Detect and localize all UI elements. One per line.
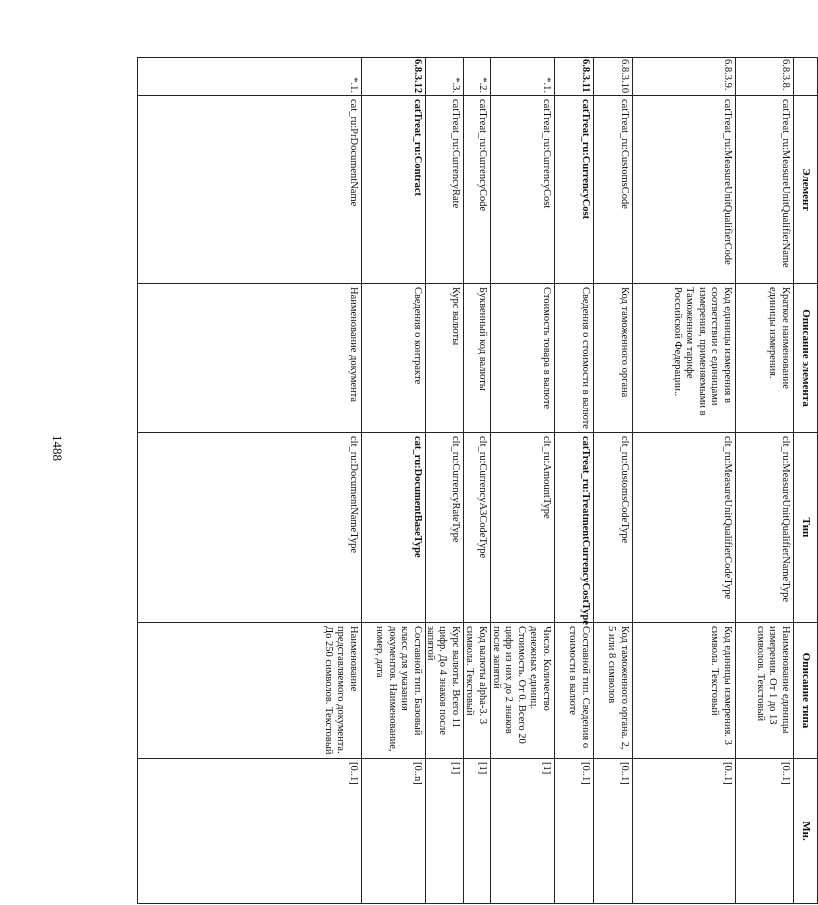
row-element: catTreat_ru:CurrencyCost [555,96,593,284]
row-multiplicity: [0..1] [780,762,791,785]
table-row [593,58,632,903]
row-type-desc: Составной тип. Базовый класс для указания документов. Наименование, номер, дата [362,623,425,759]
row-element-desc: Буквенный код валюты [464,284,490,433]
row-multiplicity: [0..1] [722,762,733,785]
header-type: Тип [794,433,817,623]
row-type-desc: Код валюты alpha-3. 3 символа. Текстовый [464,623,490,759]
row-type-desc: Курс валюты. Всего 11 цифр. До 4 знаков после запятой [426,623,463,759]
row-type-desc: Составной тип. Сведения о стоимости в валюте [555,623,593,759]
row-multiplicity: [0..n] [412,762,423,785]
row-multiplicity: [0..1] [619,762,630,785]
row-element-desc: Стоимость товара в валюте [491,284,554,433]
row-number: *.2. [464,58,490,96]
table-row [632,58,735,903]
page-number: 1488 [50,435,65,461]
header-number [794,58,817,96]
row-type-desc: Наименование представляемого документа. До 250 символов. Текстовый [138,623,361,759]
row-element-desc: Код единицы измерения в соответствии с единицами измерения, применяемыми в Таможенном тарифе Российской Федерации.. [633,284,735,433]
row-element: catTreat_ru:CustomsCode [594,96,632,284]
row-element: catTreat_ru:CurrencyCode [464,96,490,284]
row-element-desc: Курс валюты [426,284,463,433]
row-type-desc: Код таможенного органа. 2, 5 или 8 символов [594,623,632,759]
table-row [735,58,793,903]
row-element: catTreat_ru:Contract [362,96,425,284]
row-type: clt_ru:AmountType [491,433,554,623]
row-type: clt_ru:CustomsCodeType [594,433,632,623]
row-element-desc: Наименование документа [138,284,361,433]
element-table [137,57,818,904]
row-type: clt_ru:DocumentNameType [138,433,361,623]
row-element-desc: Сведения о стоимости в валюте [555,284,593,433]
row-element-desc: Код таможенного органа [594,284,632,433]
header-element-desc: Описание элемента [794,284,817,433]
row-type: catTreat_ru:TreatmentCurrencyCostType [555,433,593,623]
row-multiplicity: [1] [477,762,488,775]
row-element: catTreat_ru:CurrencyCost [491,96,554,284]
header-type-desc: Описание типа [794,623,817,759]
header-multiplicity: Мн. [800,821,812,841]
row-number: 6.8.3.12 [362,58,425,96]
row-element-desc: Сведения о контракте [362,284,425,433]
row-number: *.1. [138,58,361,96]
table-row [138,58,361,903]
row-number: 6.8.3.8. [736,58,793,96]
row-number: 6.8.3.9. [633,58,735,96]
row-element: catTreat_ru:MeasureUnitQualifierCode [633,96,735,284]
row-number: *.3. [426,58,463,96]
row-type: clt_ru:CurrencyA3CodeType [464,433,490,623]
table-row [425,58,463,903]
row-element-desc: Краткое наименование единицы измерения. [736,284,793,433]
row-type: clt_ru:CurrencyRateType [426,433,463,623]
table-row [490,58,554,903]
row-element: catTreat_ru:CurrencyRate [426,96,463,284]
row-type: clt_ru:MeasureUnitQualifierCodeType [633,433,735,623]
table-row [554,58,593,903]
row-type: cat_ru:DocumentBaseType [362,433,425,623]
row-multiplicity: [1] [541,762,552,775]
table-row [361,58,425,903]
table-row [463,58,490,903]
row-number: 6.8.3.10 [594,58,632,96]
row-multiplicity: [0..1] [580,762,591,785]
row-type-desc: Код единицы измерения. 3 символа. Текстовый [633,623,735,759]
row-number: 6.8.3.11 [555,58,593,96]
row-element: catTreat_ru:MeasureUnitQualifierName [736,96,793,284]
row-type-desc: Число. Количество денежных единиц. Стоимость. От 0. Всего 20 цифр из них до 2 знаков после запятой [491,623,554,759]
row-number: *.1. [491,58,554,96]
row-element: cat_ru:PrDocumentName [138,96,361,284]
header-element: Элемент [794,96,817,284]
row-multiplicity: [1] [450,762,461,775]
row-type: clt_ru:MeasureUnitQualifierNameType [736,433,793,623]
row-multiplicity: [0..1] [348,762,359,785]
table-header [793,58,817,903]
row-type-desc: Наименование единицы измерения. От 1 до 13 символов. Текстовый [736,623,793,759]
